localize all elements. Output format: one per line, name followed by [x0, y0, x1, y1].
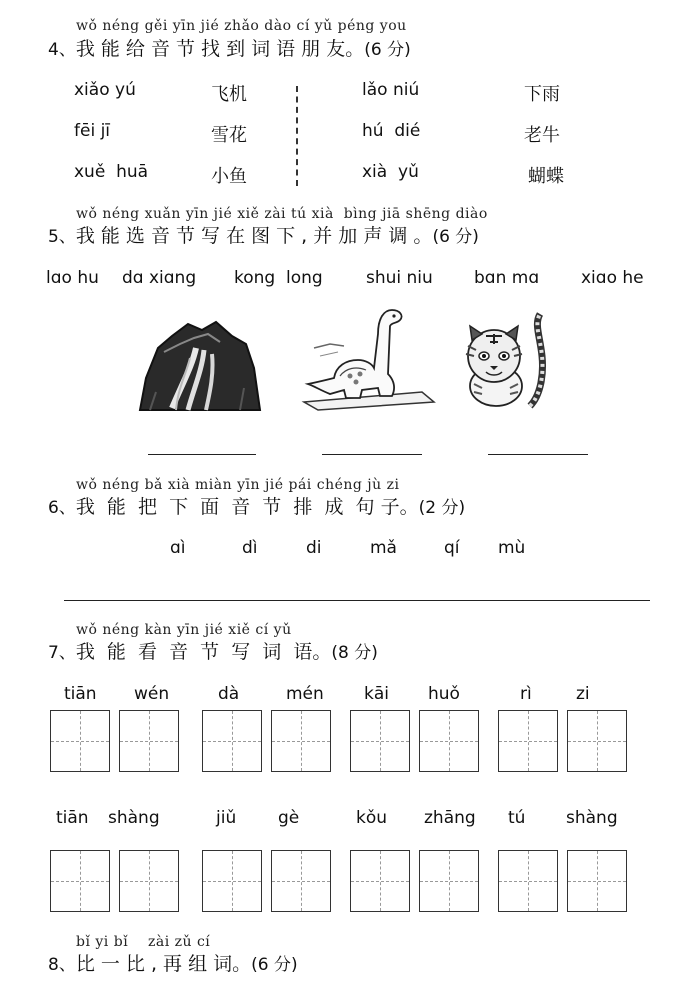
q5-option-1: lɑo hu	[46, 268, 99, 288]
q4-right-word-1: 下雨	[524, 84, 560, 105]
writing-box[interactable]	[50, 710, 110, 772]
mountain-picture-icon	[136, 318, 264, 414]
q4-title: 我 能 给 音 节 找 到 词 语 朋 友。	[75, 38, 365, 60]
q7-row2-pinyin-5: kǒu	[356, 808, 388, 828]
writing-box[interactable]	[50, 850, 110, 912]
q6-syllable-1: ɑì	[170, 538, 186, 558]
q6-syllable-2: dì	[242, 538, 258, 558]
writing-box[interactable]	[350, 850, 410, 912]
writing-box[interactable]	[419, 710, 479, 772]
q7-row1-pinyin-4: mén	[286, 684, 324, 704]
q5-pinyin: wǒ néng xuǎn yīn jié xiě zài tú xià bìng jiā shēng diào	[76, 206, 488, 222]
q7-pinyin: wǒ néng kàn yīn jié xiě cí yǔ	[76, 622, 292, 638]
q6-syllable-6: mù	[498, 538, 526, 558]
q5-option-2: dɑ xiɑng	[122, 268, 197, 288]
q4-left-pinyin-2: fēi jī	[74, 121, 111, 141]
q7-row2-pinyin-7: tú	[508, 808, 526, 828]
q4-left-word-1: 飞机	[211, 84, 247, 105]
q4-score: (6 分)	[364, 40, 411, 60]
writing-box[interactable]	[271, 850, 331, 912]
q5-number: 5、	[48, 227, 76, 247]
q4-left-pinyin-1: xiǎo yú	[74, 80, 136, 100]
q4-left-pinyin-3: xuě huā	[74, 162, 149, 182]
q7-row1-pinyin-1: tiān	[64, 684, 97, 704]
q7-title: 我 能 看 音 节 写 词 语。	[75, 641, 332, 663]
q7-row1-pinyin-3: dà	[218, 684, 240, 704]
q6-score: (2 分)	[418, 498, 466, 518]
tiger-picture-icon	[460, 306, 556, 412]
writing-box[interactable]	[498, 850, 558, 912]
q6-heading	[48, 492, 465, 519]
q4-right-word-2: 老牛	[524, 125, 560, 146]
q6-title: 我 能 把 下 面 音 节 排 成 句 子。	[75, 496, 419, 518]
q7-row2-pinyin-8: shàng	[566, 808, 618, 828]
answer-line-1[interactable]	[148, 454, 256, 455]
q7-row1-pinyin-8: zi	[576, 684, 590, 704]
writing-box[interactable]	[119, 850, 179, 912]
q7-row2-pinyin-4: gè	[278, 808, 300, 828]
q8-title: 比 一 比 , 再 组 词。	[75, 953, 252, 975]
q5-title: 我 能 选 音 节 写 在 图 下 , 并 加 声 调 。	[75, 225, 433, 247]
q6-number: 6、	[48, 498, 76, 518]
q6-syllable-4: mǎ	[370, 538, 397, 558]
q7-row1-pinyin-6: huǒ	[428, 684, 460, 704]
q7-row1-pinyin-2: wén	[134, 684, 170, 704]
q4-right-pinyin-1: lǎo niú	[362, 80, 420, 100]
q4-left-word-3: 小鱼	[211, 166, 247, 187]
sentence-answer-line[interactable]	[64, 600, 650, 601]
writing-box[interactable]	[202, 850, 262, 912]
q7-heading	[48, 637, 378, 664]
writing-box[interactable]	[419, 850, 479, 912]
q4-left-word-2: 雪花	[211, 125, 247, 146]
answer-line-3[interactable]	[488, 454, 588, 455]
dinosaur-picture-icon	[300, 304, 440, 412]
writing-box[interactable]	[498, 710, 558, 772]
writing-box[interactable]	[567, 710, 627, 772]
q6-pinyin: wǒ néng bǎ xià miàn yīn jié pái chéng jù zi	[76, 477, 400, 493]
q8-heading	[48, 949, 298, 976]
q7-row1-pinyin-7: rì	[520, 684, 532, 704]
q4-heading	[48, 34, 411, 61]
q5-option-5: bɑn mɑ	[474, 268, 540, 288]
q6-syllable-3: di	[306, 538, 322, 558]
q7-number: 7、	[48, 643, 76, 663]
writing-box[interactable]	[271, 710, 331, 772]
q4-right-word-3: 蝴蝶	[528, 166, 564, 187]
q8-number: 8、	[48, 955, 76, 975]
q7-row2-pinyin-2: shàng	[108, 808, 160, 828]
q5-option-6: xiɑo he	[581, 268, 644, 288]
writing-box[interactable]	[350, 710, 410, 772]
q5-option-3: kong long	[234, 268, 323, 288]
q4-pinyin: wǒ néng gěi yīn jié zhǎo dào cí yǔ péng you	[76, 18, 407, 34]
q8-score: (6 分)	[251, 955, 298, 975]
q5-heading	[48, 221, 479, 248]
q6-syllable-5: qí	[444, 538, 460, 558]
answer-line-2[interactable]	[322, 454, 422, 455]
q4-number: 4、	[48, 40, 76, 60]
writing-box[interactable]	[202, 710, 262, 772]
q7-score: (8 分)	[331, 643, 378, 663]
q7-row2-pinyin-1: tiān	[56, 808, 89, 828]
q5-score: (6 分)	[432, 227, 479, 247]
q7-row2-pinyin-6: zhāng	[424, 808, 476, 828]
writing-box[interactable]	[119, 710, 179, 772]
column-divider	[296, 86, 298, 186]
q7-row2-pinyin-3: jiǔ	[216, 808, 237, 828]
q5-option-4: shui niu	[366, 268, 433, 288]
q4-right-pinyin-2: hú dié	[362, 121, 421, 141]
q8-pinyin: bǐ yi bǐ zài zǔ cí	[76, 934, 211, 950]
q4-right-pinyin-3: xià yǔ	[362, 162, 419, 182]
q7-row1-pinyin-5: kāi	[364, 684, 389, 704]
writing-box[interactable]	[567, 850, 627, 912]
